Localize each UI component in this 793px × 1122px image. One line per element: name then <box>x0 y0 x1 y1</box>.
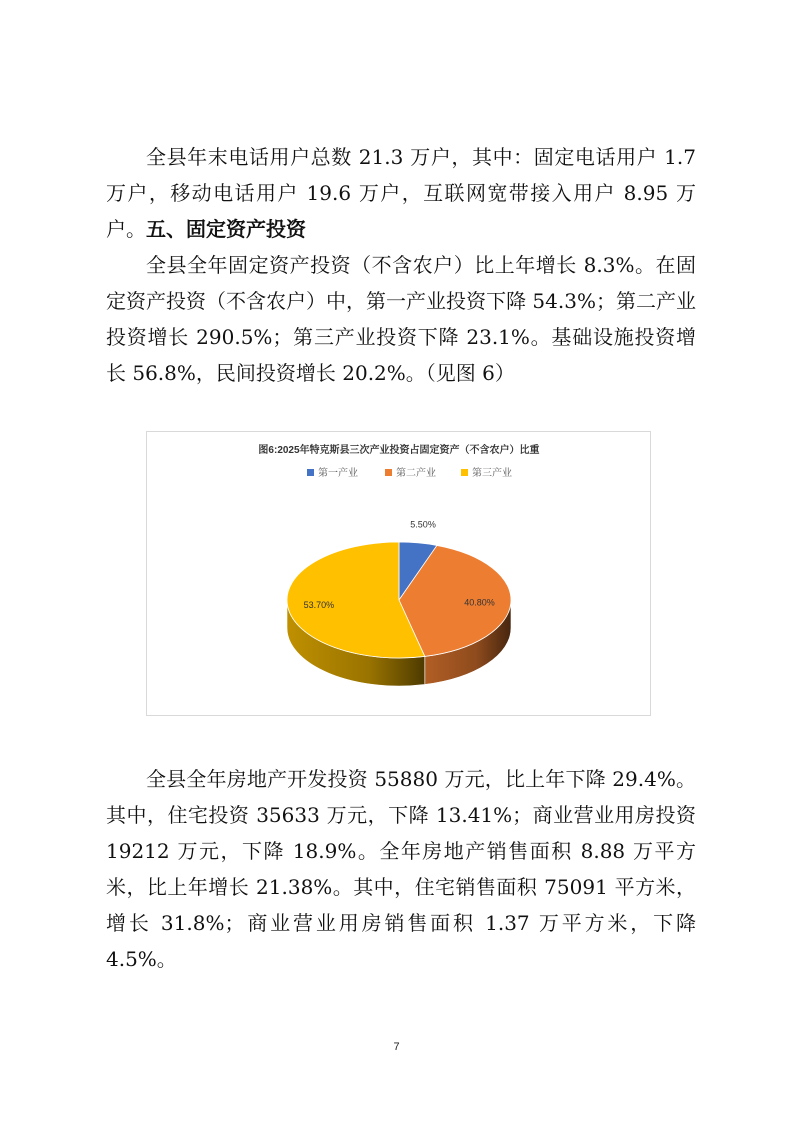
legend-label-1: 第一产业 <box>318 468 358 479</box>
chart-legend <box>307 466 512 479</box>
legend-swatch-1 <box>307 469 314 476</box>
legend-label-2: 第二产业 <box>396 468 436 479</box>
pie-data-label-1: 5.50% <box>410 519 436 530</box>
pie-chart-figure-6 <box>146 431 651 716</box>
paragraph-telephone-users: 全县年末电话用户总数 21.3 万户，其中：固定电话用户 1.7 万户，移动电话用户 19.6 万户，互联网宽带接入用户 8.95 万户。 <box>106 145 696 241</box>
legend-label-3: 第三产业 <box>472 468 512 479</box>
pie-data-label-2: 40.80% <box>464 597 495 608</box>
section-heading-fixed-assets: 五、固定资产投资 <box>146 217 306 241</box>
page-number: 7 <box>393 1041 400 1053</box>
legend-swatch-2 <box>385 469 392 476</box>
paragraph-real-estate: 全县全年房地产开发投资 55880 万元，比上年下降 29.4%。其中，住宅投资 35633 万元，下降 13.41%；商业营业用房投资 19212 万元，下降 18.9%。全年房地产销售面积 8.88 万平方米，比上年增长 21.38%。其中，住宅销售面积 75091 平方米，增长 31.8%；商业营业用房销售面积 1.37 万平方米，下降 4.5%。 <box>106 767 696 971</box>
pie-chart-canvas <box>147 432 652 717</box>
paragraph-fixed-asset-investment: 全县全年固定资产投资（不含农户）比上年增长 8.3%。在固定资产投资（不含农户）中，第一产业投资下降 54.3%；第二产业投资增长 290.5%；第三产业投资下降 23.1%。基础设施投资增长 56.8%，民间投资增长 20.2%。（见图 6） <box>106 253 696 385</box>
chart-title: 图6:2025年特克斯县三次产业投资占固定资产（不含农户）比重 <box>258 445 540 456</box>
legend-swatch-3 <box>461 469 468 476</box>
pie-data-label-3: 53.70% <box>303 599 335 610</box>
